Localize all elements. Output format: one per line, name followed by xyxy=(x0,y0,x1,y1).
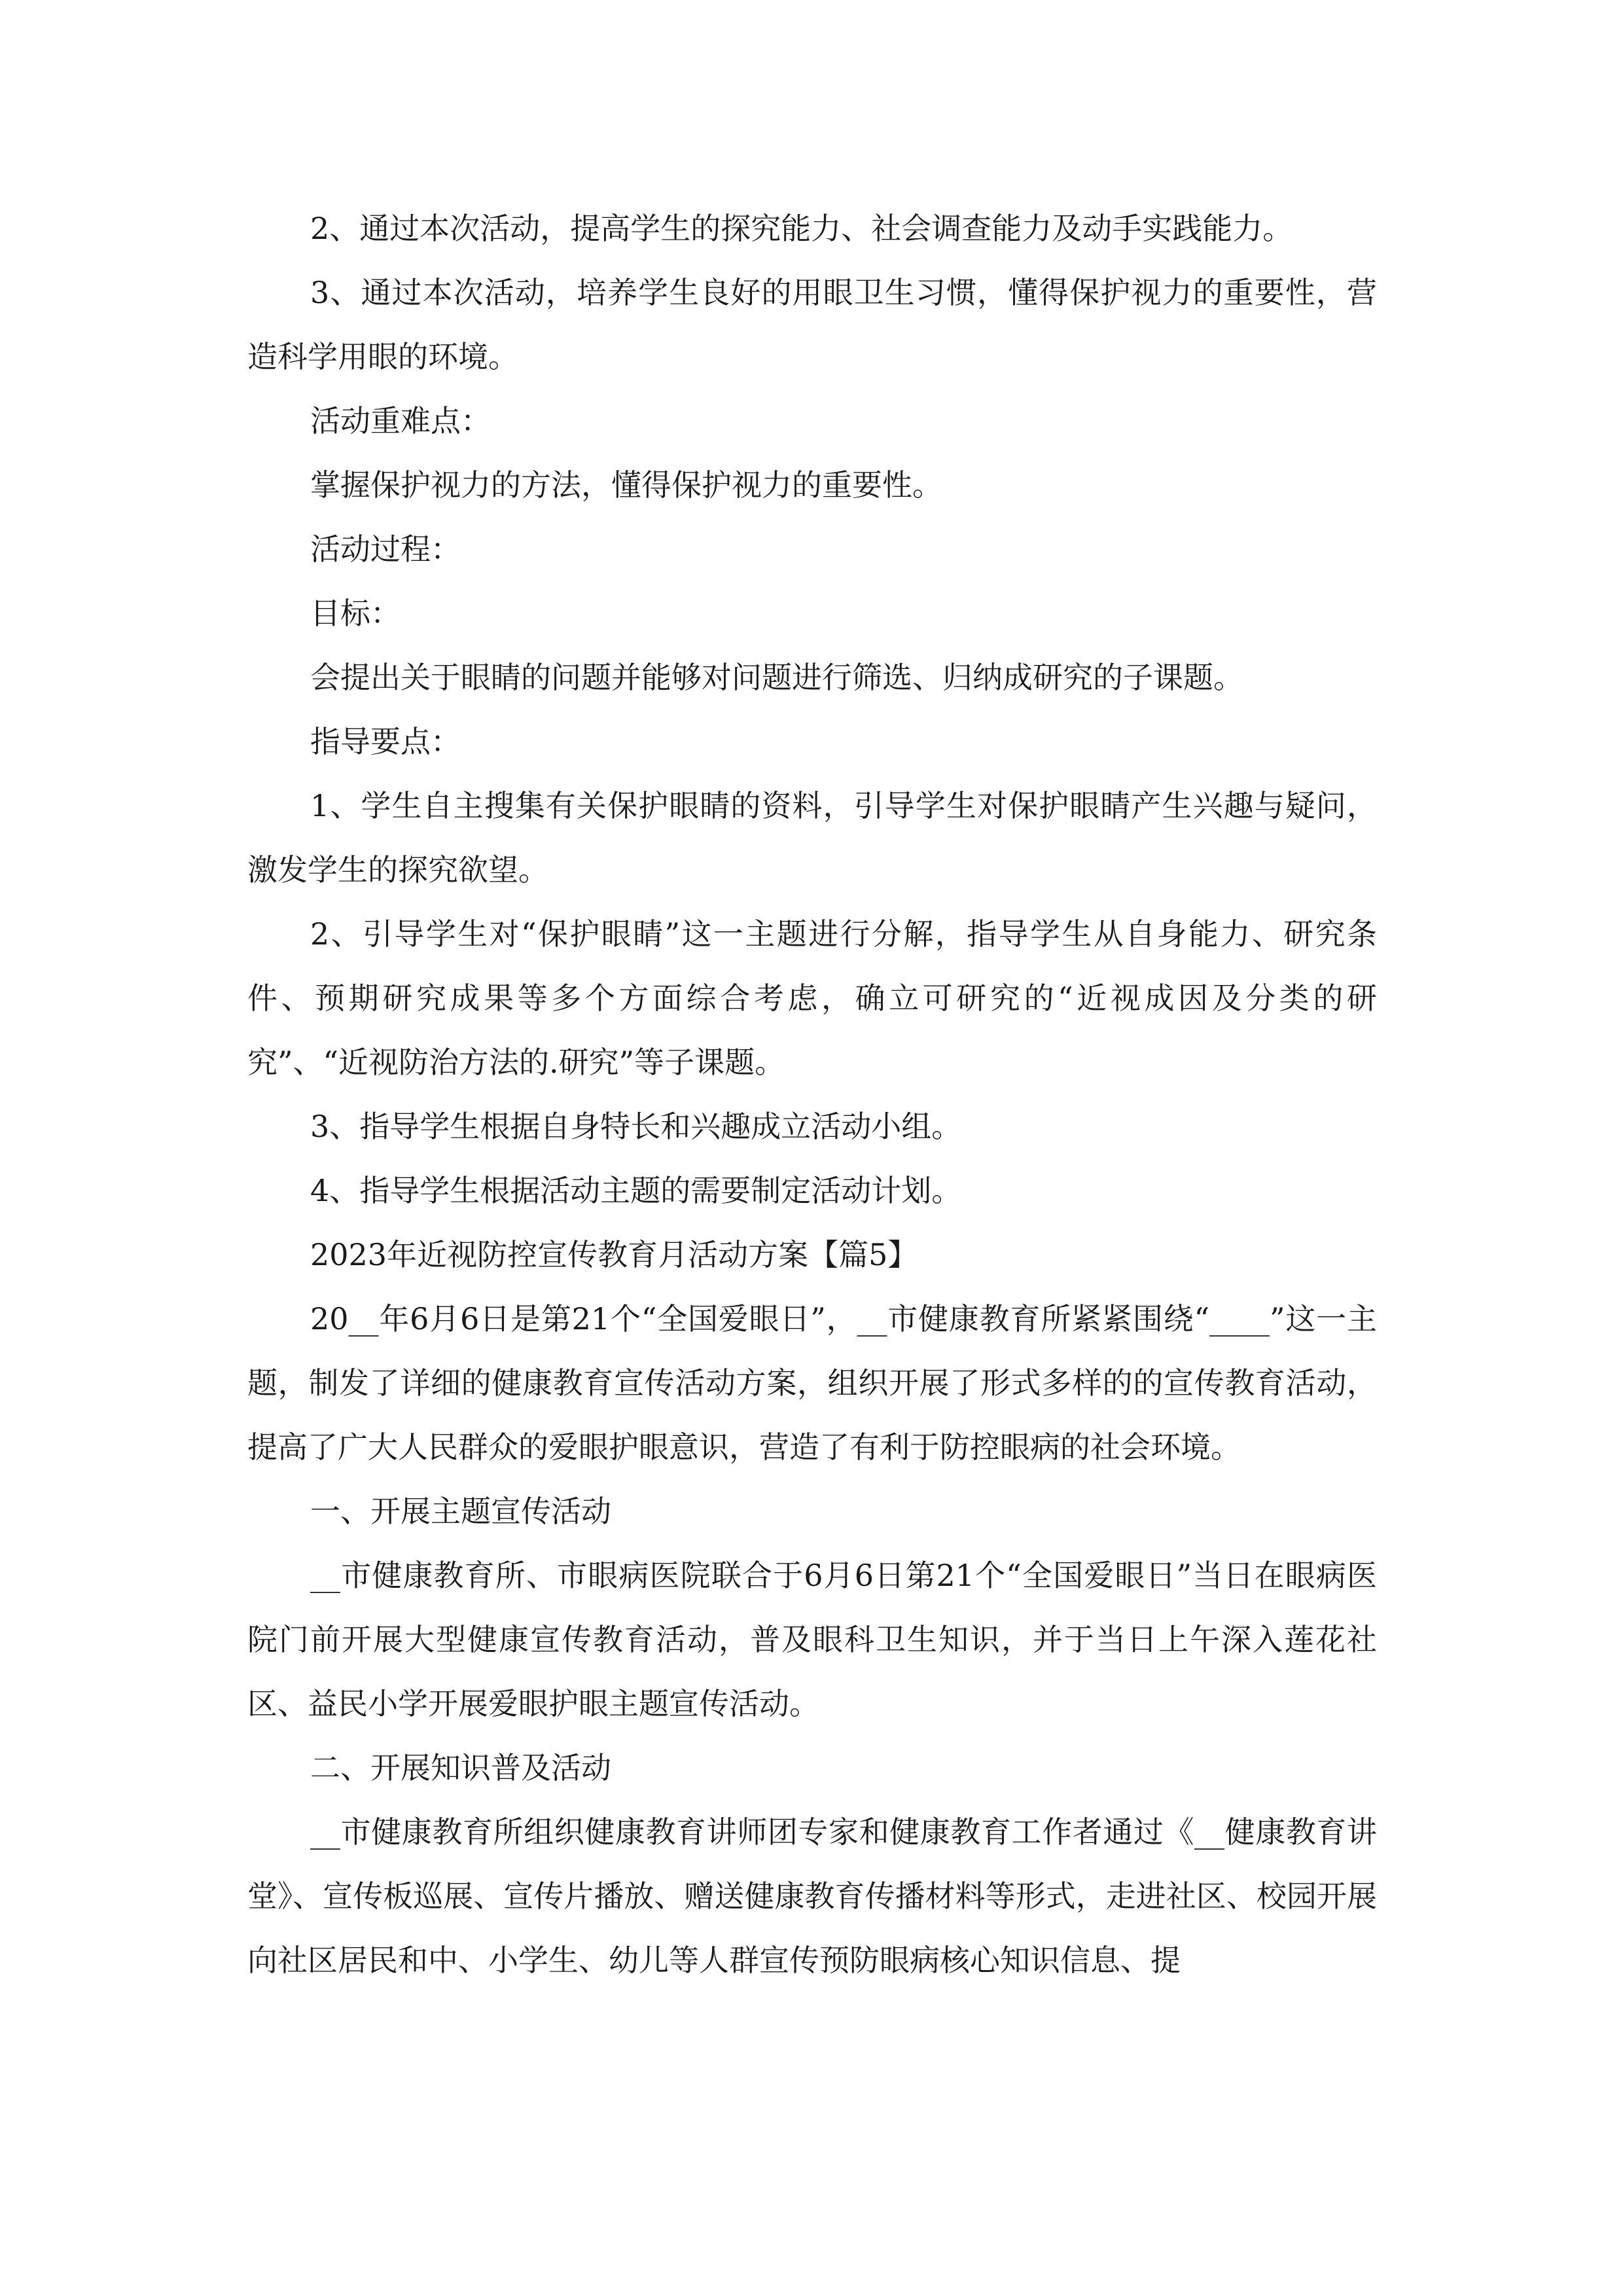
heading-key-difficulties: 活动重难点： xyxy=(310,403,491,439)
paragraph-knowledge-campaign: __市健康教育所组织健康教育讲师团专家和健康教育工作者通过《__健康教育讲堂》、宣传板巡展、宣传片播放、赠送健康教育传播材料等形式，走进社区、校园开展向社区居民和中、小学生、幼儿等人群宣传预防眼病核心知识信息、提 xyxy=(247,1814,1377,1978)
paragraph-objective-2: 2、通过本次活动，提高学生的探究能力、社会调查能力及动手实践能力。 xyxy=(310,211,1293,246)
paragraph-objective-3: 3、通过本次活动，培养学生良好的用眼卫生习惯，懂得保护视力的重要性，营造科学用眼的环境。 xyxy=(247,275,1377,374)
heading-theme-campaign: 一、开展主题宣传活动 xyxy=(310,1494,611,1529)
heading-activity-process: 活动过程： xyxy=(310,531,461,567)
heading-knowledge-campaign: 二、开展知识普及活动 xyxy=(310,1750,611,1785)
paragraph-intro: 20__年6月6日是第21个“全国爱眼日”，__市健康教育所紧紧围绕“____”这一主题，制发了详细的健康教育宣传活动方案，组织开展了形式多样的的宣传教育活动，提高了广大人民群众的爱眼护眼意识，营造了有利于防控眼病的社会环境。 xyxy=(247,1301,1377,1465)
heading-guidance-points: 指导要点： xyxy=(310,724,461,759)
section-title-plan-5: 2023年近视防控宣传教育月活动方案【篇5】 xyxy=(310,1237,918,1272)
paragraph-goal: 会提出关于眼睛的问题并能够对问题进行筛选、归纳成研究的子课题。 xyxy=(310,660,1243,695)
paragraph-theme-campaign: __市健康教育所、市眼病医院联合于6月6日第21个“全国爱眼日”当日在眼病医院门前开展大型健康宣传教育活动，普及眼科卫生知识，并于当日上午深入莲花社区、益民小学开展爱眼护眼主题宣传活动。 xyxy=(247,1558,1377,1721)
paragraph-guidance-3: 3、指导学生根据自身特长和兴趣成立活动小组。 xyxy=(310,1109,962,1144)
heading-goal: 目标： xyxy=(310,596,401,631)
paragraph-guidance-4: 4、指导学生根据活动主题的需要制定活动计划。 xyxy=(310,1173,962,1208)
paragraph-key-difficulties: 掌握保护视力的方法，懂得保护视力的重要性。 xyxy=(310,467,942,503)
document-body xyxy=(247,196,1377,1992)
paragraph-guidance-1: 1、学生自主搜集有关保护眼睛的资料，引导学生对保护眼睛产生兴趣与疑问，激发学生的探究欲望。 xyxy=(247,788,1377,888)
paragraph-guidance-2: 2、引导学生对“保护眼睛”这一主题进行分解，指导学生从自身能力、研究条件、预期研究成果等多个方面综合考虑，确立可研究的“近视成因及分类的研究”、“近视防治方法的.研究”等子课题。 xyxy=(247,916,1377,1080)
